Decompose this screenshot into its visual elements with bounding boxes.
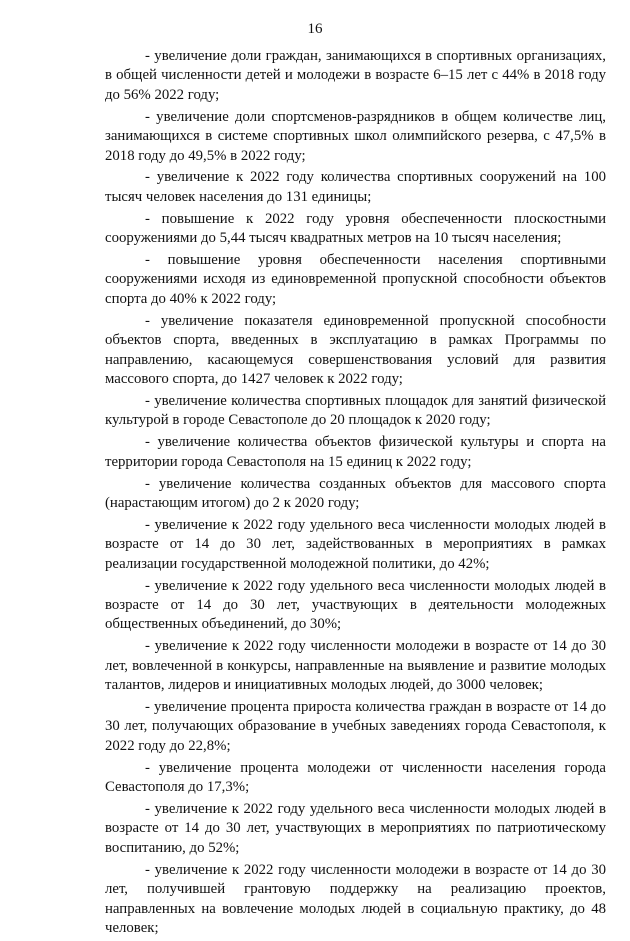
list-item: - увеличение доли спортсменов-разрядников в общем количестве лиц, занимающихся в системе спортивных школ олимпийского резерва, с 47,5% в 2018 году до 49,5% в 2022 году; (105, 108, 606, 164)
list-item: - увеличение процента прироста количества граждан в возрасте от 14 до 30 лет, получающих образование в учебных заведениях города Севастополя, к 2022 году до 22,8%; (105, 699, 606, 754)
list-item: - повышение уровня обеспеченности населения спортивными сооружениями исходя из единовременной пропускной способности объектов спорта до 40% к 2022 году; (105, 252, 606, 307)
list-item: - увеличение к 2022 году удельного веса численности молодых людей в возрасте от 14 до 30 лет, участвующих в деятельности молодежных общественных объединений, до 30%; (105, 577, 606, 633)
list-item: - увеличение количества спортивных площадок для занятий физической культурой в городе Севастополе до 20 площадок к 2020 году; (105, 392, 606, 429)
document-body (105, 47, 606, 941)
list-item: - повышение к 2022 году уровня обеспеченности плоскостными сооружениями до 5,44 тысяч квадратных метров на 10 тысяч населения; (105, 210, 606, 247)
list-item: - увеличение процента молодежи от численности населения города Севастополя до 17,3%; (105, 759, 606, 796)
list-item: - увеличение к 2022 году удельного веса численности молодых людей в возрасте от 14 до 30 лет, задействованных в мероприятиях в рамках реализации государственной молодежной политики, до 42%; (105, 516, 606, 572)
list-item: - увеличение к 2022 году удельного веса численности молодых людей в возрасте от 14 до 30 лет, участвующих в мероприятиях по патриотическому воспитанию, до 52%; (105, 801, 606, 856)
list-item: - увеличение количества объектов физической культуры и спорта на территории города Севастополя на 15 единиц к 2022 году; (105, 434, 606, 470)
page-number: 16 (307, 21, 323, 37)
list-item: - увеличение показателя единовременной пропускной способности объектов спорта, введенных в эксплуатацию в рамках Программы по направлению, касающемуся совершенствования условий для развития массового спорта, до 1427 человек к 2022 году; (105, 312, 606, 387)
list-item: - увеличение к 2022 году численности молодежи в возрасте от 14 до 30 лет, получившей грантовую поддержку на реализацию проектов, направленных на вовлечение молодых людей в социальную практику, до 48 человек; (105, 861, 606, 936)
list-item: - увеличение к 2022 году численности молодежи в возрасте от 14 до 30 лет, вовлеченной в конкурсы, направленные на выявление и развитие молодых талантов, лидеров и инициативных молодых людей, до 3000 человек; (105, 638, 606, 694)
list-item: - увеличение доли граждан, занимающихся в спортивных организациях, в общей численности детей и молодежи в возрасте 6–15 лет с 44% в 2018 году до 56% 2022 году; (105, 48, 606, 103)
list-item: - увеличение количества созданных объектов для массового спорта (нарастающим итогом) до 2 к 2020 году; (105, 475, 606, 511)
list-item: - увеличение к 2022 году количества спортивных сооружений на 100 тысяч человек населения до 131 единицы; (105, 169, 606, 205)
